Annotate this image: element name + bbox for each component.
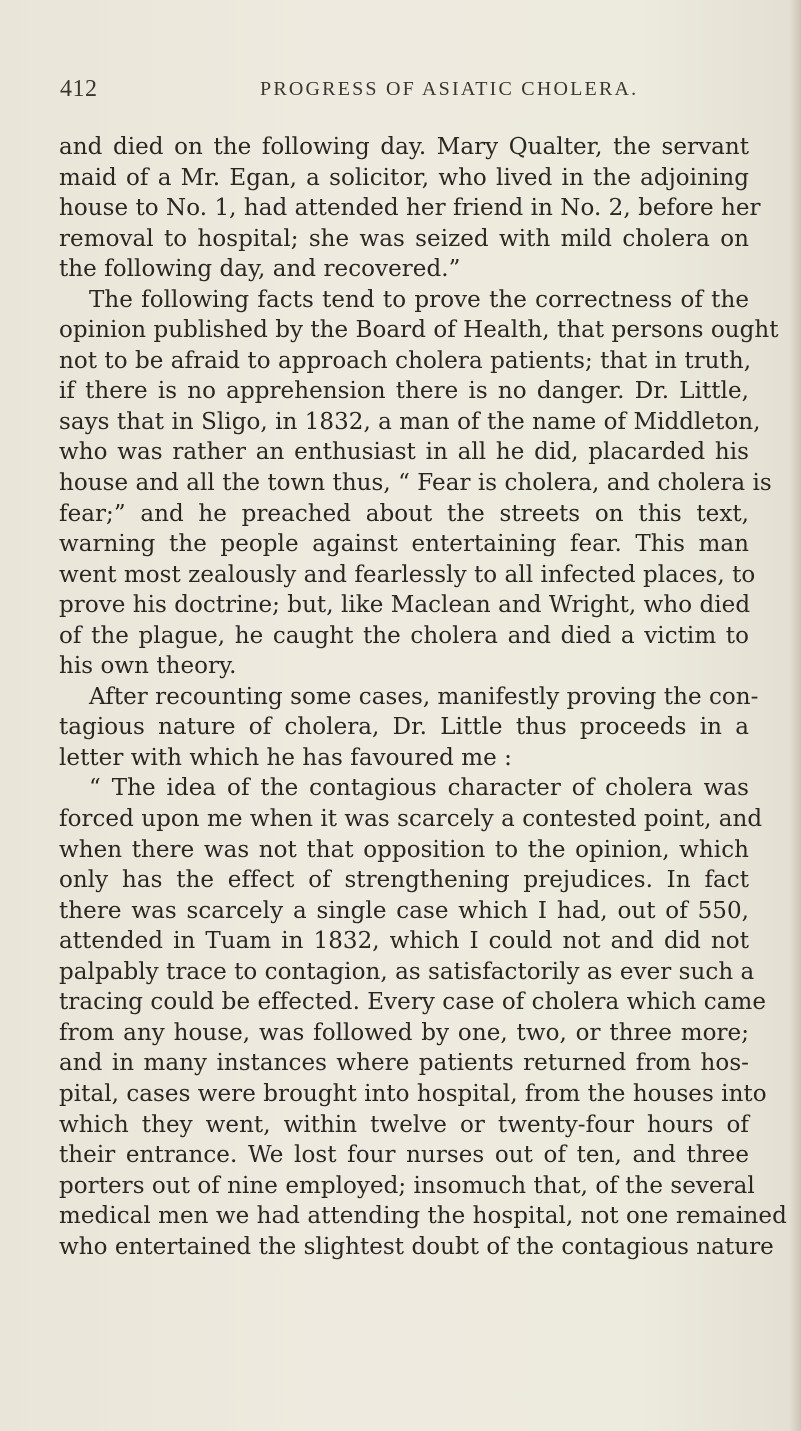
text-line: who entertained the slightest doubt of the contagious nature xyxy=(59,1233,774,1260)
text-line: if there is no apprehension there is no danger. Dr. Little, xyxy=(59,378,749,405)
text-line: attended in Tuam in 1832, which I could not and did not xyxy=(59,928,749,955)
page-edge-shadow xyxy=(789,0,801,1431)
text-line: pital, cases were brought into hospital, from the houses into xyxy=(59,1080,767,1107)
text-line: his own theory. xyxy=(59,653,237,680)
running-title: PROGRESS OF ASIATIC CHOLERA. xyxy=(260,78,639,100)
text-line: of the plague, he caught the cholera and died a victim to xyxy=(59,622,749,649)
page-number: 412 xyxy=(60,76,98,102)
text-line: tagious nature of cholera, Dr. Little thus proceeds in a xyxy=(59,714,749,741)
text-line: when there was not that opposition to the opinion, which xyxy=(59,836,749,863)
text-line: which they went, within twelve or twenty-four hours of xyxy=(59,1111,749,1138)
page-header xyxy=(60,76,740,112)
text-line: house to No. 1, had attended her friend in No. 2, before her xyxy=(59,195,761,222)
text-line: “ The idea of the contagious character of cholera was xyxy=(89,775,749,802)
text-line: The following facts tend to prove the correctness of the xyxy=(89,286,749,313)
text-line: not to be afraid to approach cholera patients; that in truth, xyxy=(59,347,752,374)
text-line: the following day, and recovered.” xyxy=(59,256,461,283)
text-line: warning the people against entertaining fear. This man xyxy=(59,531,749,558)
text-line: palpably trace to contagion, as satisfactorily as ever such a xyxy=(59,958,755,985)
text-line: and died on the following day. Mary Qualter, the servant xyxy=(59,134,749,160)
text-line: from any house, was followed by one, two, or three more; xyxy=(59,1019,749,1046)
text-line: porters out of nine employed; insomuch that, of the several xyxy=(59,1172,755,1199)
text-line: fear;” and he preached about the streets on this text, xyxy=(59,500,749,527)
text-line: letter with which he has favoured me : xyxy=(59,744,512,771)
text-line: house and all the town thus, “ Fear is cholera, and cholera is xyxy=(59,470,772,497)
text-line: forced upon me when it was scarcely a contested point, and xyxy=(59,806,763,833)
text-line: medical men we had attending the hospital, not one remained xyxy=(59,1203,787,1230)
text-line: tracing could be effected. Every case of cholera which came xyxy=(59,989,766,1016)
text-line: After recounting some cases, manifestly proving the con- xyxy=(89,683,759,710)
text-line: went most zealously and fearlessly to all infected places, to xyxy=(59,561,756,588)
text-line: who was rather an enthusiast in all he did, placarded his xyxy=(59,439,749,466)
body-text xyxy=(59,132,787,1262)
text-line: opinion published by the Board of Health, that persons ought xyxy=(59,317,779,344)
text-line: says that in Sligo, in 1832, a man of the name of Middleton, xyxy=(59,408,761,435)
text-line: and in many instances where patients returned from hos- xyxy=(59,1050,749,1077)
text-line: only has the effect of strengthening prejudices. In fact xyxy=(59,867,749,894)
text-line: prove his doctrine; but, like Maclean and Wright, who died xyxy=(59,592,751,619)
text-line: their entrance. We lost four nurses out of ten, and three xyxy=(59,1142,749,1169)
text-line: removal to hospital; she was seized with mild cholera on xyxy=(59,225,749,252)
text-line: there was scarcely a single case which I had, out of 550, xyxy=(59,897,749,924)
text-line: maid of a Mr. Egan, a solicitor, who lived in the adjoining xyxy=(59,164,749,191)
